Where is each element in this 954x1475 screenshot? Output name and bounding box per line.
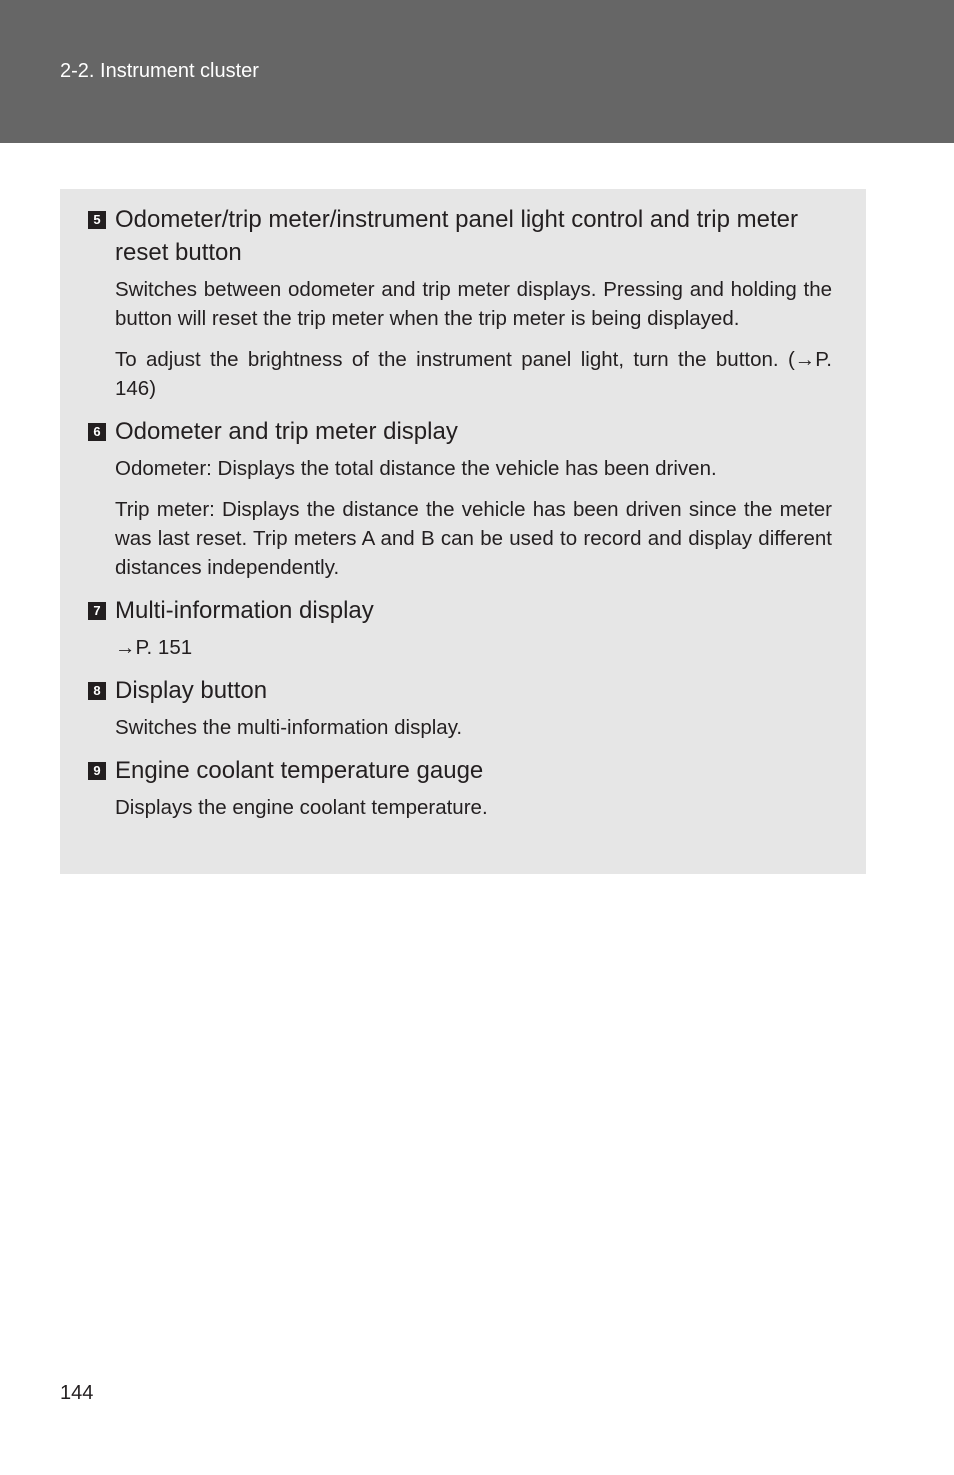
item-title: [88, 415, 832, 448]
item-description: To adjust the brightness of the instrument panel light, turn the button. (→P. 146): [115, 348, 832, 400]
item-title-text: Odometer/trip meter/instrument panel light control and trip meter reset button: [115, 206, 798, 266]
item-odometer-display: [88, 415, 832, 582]
item-description: Switches the multi-information display.: [115, 716, 463, 739]
item-title-text: Display button: [115, 677, 268, 704]
item-description: Odometer: Displays the total distance the vehicle has been driven.: [115, 457, 717, 480]
item-multi-information-display: [88, 594, 832, 662]
item-title: [88, 754, 832, 787]
item-description: Displays the engine coolant temperature.: [115, 796, 488, 819]
item-title-text: Odometer and trip meter display: [115, 418, 458, 445]
item-title: [88, 594, 832, 627]
item-coolant-temperature-gauge: [88, 754, 832, 822]
item-description: Switches between odometer and trip meter displays. Pressing and holding the button will reset the trip meter when the trip meter is being displayed.: [115, 278, 832, 330]
section-title: 2-2. Instrument cluster: [60, 60, 259, 82]
item-odometer-reset-button: [88, 203, 832, 403]
content-panel: [60, 189, 866, 874]
item-number-badge: 9: [88, 762, 106, 780]
item-title-text: Multi-information display: [115, 597, 374, 624]
item-number-badge: 8: [88, 682, 106, 700]
item-number-badge: 6: [88, 423, 106, 441]
page-reference: →P. 151: [115, 636, 193, 659]
page-number: 144: [60, 1382, 94, 1404]
header-band: [0, 0, 954, 143]
item-title-text: Engine coolant temperature gauge: [115, 757, 484, 784]
item-display-button: [88, 674, 832, 742]
item-number-badge: 5: [88, 211, 106, 229]
item-title: [88, 674, 832, 707]
item-number-badge: 7: [88, 602, 106, 620]
item-title: [88, 203, 832, 269]
item-description: Trip meter: Displays the distance the vehicle has been driven since the meter was last reset. Trip meters A and B can be used to record and display different distances independently.: [115, 498, 832, 579]
